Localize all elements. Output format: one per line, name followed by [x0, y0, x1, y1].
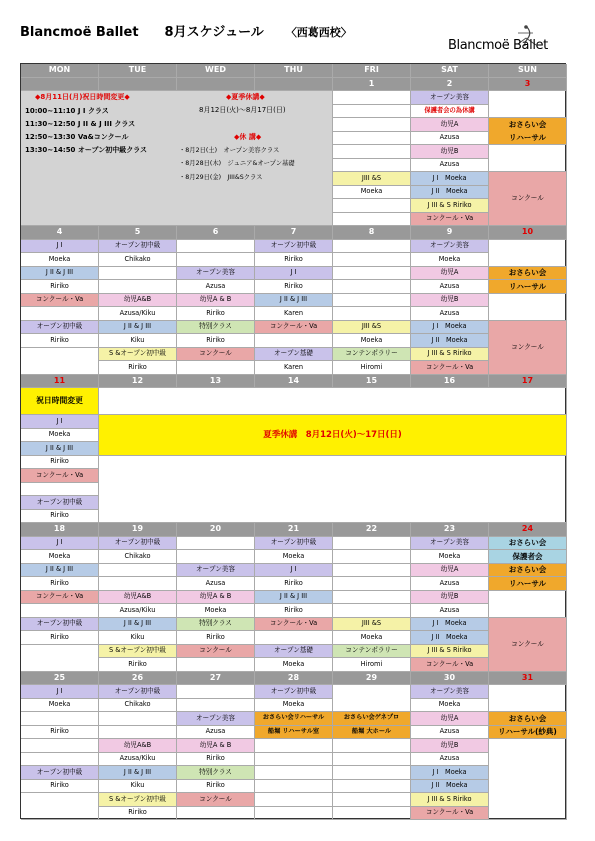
fri-slot — [333, 118, 411, 132]
fri-slot: Moeka — [333, 186, 411, 200]
day-header-1: TUE — [99, 64, 177, 78]
mon-slot: Ririko — [21, 334, 99, 348]
day-number — [21, 78, 99, 92]
holiday-note: 12:50~13:30 Va&コンクール — [25, 133, 129, 141]
fri-slot — [333, 105, 411, 119]
tue-slot: Chikako — [99, 550, 177, 564]
sat-slot: 幼児B — [411, 294, 489, 308]
wed-slot: Azusa — [177, 726, 255, 740]
day-number: 9 — [411, 226, 489, 240]
holiday-note: 10:00~11:10 J I クラス — [25, 107, 109, 115]
fri-slot: JIII &S — [333, 172, 411, 186]
thu-slot: Moeka — [255, 699, 333, 713]
sun-rehearsal-sub: リハーサル — [489, 577, 567, 591]
wed-slot — [177, 361, 255, 375]
mon-slot: Moeka — [21, 699, 99, 713]
sat-slot: Azusa — [411, 132, 489, 146]
sat-slot: 幼児A — [411, 267, 489, 281]
fri-slot: Hiromi — [333, 361, 411, 375]
tue-slot: オープン初中級 — [99, 537, 177, 551]
mon-slot: Ririko — [21, 280, 99, 294]
mon-slot: J I — [21, 240, 99, 254]
mon-slot: Moeka — [21, 550, 99, 564]
thu-slot: Karen — [255, 307, 333, 321]
sat-slot: J I Moeka — [411, 618, 489, 632]
day-number: 26 — [99, 672, 177, 686]
day-header-6: SUN — [489, 64, 567, 78]
wed-slot — [177, 699, 255, 713]
mon-slot — [21, 645, 99, 672]
thu-slot: J I — [255, 564, 333, 578]
fri-slot — [333, 145, 411, 159]
fri-slot — [333, 91, 411, 105]
day-number: 27 — [177, 672, 255, 686]
sun-meeting-sub: 保護者会 — [489, 550, 567, 564]
sat-slot: Azusa — [411, 307, 489, 321]
fri-slot — [333, 240, 411, 254]
tue-slot — [99, 577, 177, 591]
tue-slot — [99, 564, 177, 578]
day-number: 21 — [255, 523, 333, 537]
closure-note: ・8月2日(土) オープン美容クラス — [179, 147, 280, 154]
tue-slot: S &オープン初中級 — [99, 793, 177, 807]
fri-slot: コンテンポラリー — [333, 645, 411, 659]
fri-slot — [333, 159, 411, 173]
sat-slot: 幼児B — [411, 739, 489, 753]
tue-slot — [99, 712, 177, 726]
day-number: 12 — [99, 375, 177, 389]
wed-slot — [177, 658, 255, 672]
wed-slot: オープン美容 — [177, 564, 255, 578]
closure-note: ◆夏季休講◆ — [226, 93, 265, 101]
mon-slot: J I — [21, 415, 99, 429]
wed-slot: 特別クラス — [177, 321, 255, 335]
thu-slot — [255, 807, 333, 821]
tue-slot: Azusa/Kiku — [99, 753, 177, 767]
holiday-change-label: 祝日時間変更 — [21, 388, 99, 415]
thu-slot: オープン初中級 — [255, 240, 333, 254]
tue-slot: 幼児A&B — [99, 591, 177, 605]
schedule-title: 8月スケジュール — [164, 25, 264, 40]
fri-slot — [333, 294, 411, 308]
mon-slot: J II & J III — [21, 564, 99, 578]
mon-slot: Ririko — [21, 631, 99, 645]
day-number: 5 — [99, 226, 177, 240]
sat-slot: 幼児A — [411, 712, 489, 726]
tue-slot: Ririko — [99, 807, 177, 821]
tue-slot: J II & J III — [99, 618, 177, 632]
fri-slot — [333, 564, 411, 578]
mon-slot — [21, 348, 99, 375]
thu-slot: J I — [255, 267, 333, 281]
recital-rehearsal-venue: 船堀 リハーサル室 — [255, 726, 333, 740]
day-number: 3 — [489, 78, 567, 92]
mon-slot: Ririko — [21, 780, 99, 794]
mon-slot — [21, 483, 99, 497]
thu-slot: オープン初中級 — [255, 685, 333, 699]
sat-slot: 幼児B — [411, 145, 489, 159]
fri-slot: Moeka — [333, 631, 411, 645]
wed-slot: Azusa — [177, 577, 255, 591]
thu-slot — [255, 780, 333, 794]
mon-slot: Ririko — [21, 456, 99, 470]
wed-slot: Azusa — [177, 280, 255, 294]
sat-slot: J I Moeka — [411, 321, 489, 335]
fri-slot — [333, 591, 411, 605]
sat-slot: J II Moeka — [411, 780, 489, 794]
sat-slot: オープン美容 — [411, 240, 489, 254]
tue-slot — [99, 267, 177, 281]
mon-slot — [21, 753, 99, 767]
wed-slot: Moeka — [177, 604, 255, 618]
thu-slot: Ririko — [255, 577, 333, 591]
thu-slot — [255, 793, 333, 807]
wed-slot — [177, 240, 255, 254]
sun-competition: コンクール — [489, 618, 567, 672]
brand-text: Blancmoë Ballet — [20, 25, 139, 40]
thu-slot: Karen — [255, 361, 333, 375]
fri-slot — [333, 537, 411, 551]
fri-slot — [333, 793, 411, 807]
sat-slot: Azusa — [411, 753, 489, 767]
mon-slot — [21, 604, 99, 618]
fri-slot — [333, 213, 411, 227]
logo-text: Blancmoë Ballet — [448, 38, 548, 53]
day-number: 16 — [411, 375, 489, 389]
sat-slot: オープン美容 — [411, 91, 489, 105]
sat-slot: コンクール・Va — [411, 807, 489, 821]
mon-slot: コンクール・Va — [21, 591, 99, 605]
fri-slot: JIII &S — [333, 321, 411, 335]
sat-slot: 幼児A — [411, 564, 489, 578]
thu-slot — [255, 631, 333, 645]
mon-slot: Ririko — [21, 726, 99, 740]
sat-slot: Moeka — [411, 699, 489, 713]
dress-rehearsal-venue: 船堀 大ホール — [333, 726, 411, 740]
thu-slot: オープン基礎 — [255, 348, 333, 362]
tue-slot: Chikako — [99, 253, 177, 267]
sat-slot: 幼児B — [411, 591, 489, 605]
thu-slot: Moeka — [255, 550, 333, 564]
day-number: 4 — [21, 226, 99, 240]
sat-slot: Moeka — [411, 253, 489, 267]
sat-slot: J I Moeka — [411, 172, 489, 186]
sun-slot — [489, 591, 567, 618]
thu-slot: Ririko — [255, 280, 333, 294]
tue-slot — [99, 280, 177, 294]
wed-slot — [177, 537, 255, 551]
mon-slot: Ririko — [21, 577, 99, 591]
sat-slot: Moeka — [411, 550, 489, 564]
mon-slot — [21, 793, 99, 820]
day-header-3: THU — [255, 64, 333, 78]
fri-slot — [333, 280, 411, 294]
sun-slot — [489, 240, 567, 267]
sat-slot: オープン美容 — [411, 685, 489, 699]
wed-slot: コンクール — [177, 645, 255, 659]
fri-slot — [333, 807, 411, 821]
day-number: 24 — [489, 523, 567, 537]
wed-slot: Ririko — [177, 307, 255, 321]
mon-slot: J II & J III — [21, 442, 99, 456]
tue-slot — [99, 726, 177, 740]
mon-slot: J I — [21, 537, 99, 551]
sun-rehearsal-sub: リハーサル(紗典) — [489, 726, 567, 740]
tue-slot: オープン初中級 — [99, 240, 177, 254]
fri-slot — [333, 199, 411, 213]
sun-slot — [489, 685, 567, 712]
mon-slot: Moeka — [21, 253, 99, 267]
tue-slot: 幼児A&B — [99, 294, 177, 308]
day-header-5: SAT — [411, 64, 489, 78]
wed-slot: 特別クラス — [177, 618, 255, 632]
fri-slot: JIII &S — [333, 618, 411, 632]
day-number: 19 — [99, 523, 177, 537]
mon-slot — [21, 739, 99, 753]
mon-slot: Ririko — [21, 510, 99, 524]
mon-slot: コンクール・Va — [21, 469, 99, 483]
sat-slot: J II Moeka — [411, 186, 489, 200]
recital-rehearsal: おさらい会リハーサル — [255, 712, 333, 726]
sun-competition: コンクール — [489, 321, 567, 375]
tue-slot: Azusa/Kiku — [99, 307, 177, 321]
closure-note: 8月12日(火)～8月17日(日) — [199, 106, 286, 114]
thu-slot — [255, 753, 333, 767]
brand-logo — [438, 24, 560, 62]
tue-slot: J II & J III — [99, 321, 177, 335]
page-title — [20, 21, 352, 40]
wed-slot: オープン美容 — [177, 712, 255, 726]
day-number: 11 — [21, 375, 99, 389]
wed-slot — [177, 253, 255, 267]
tue-slot: Ririko — [99, 361, 177, 375]
sun-slot — [489, 294, 567, 321]
wed-slot: Ririko — [177, 780, 255, 794]
schedule-grid — [20, 63, 566, 819]
thu-slot: Moeka — [255, 658, 333, 672]
fri-slot — [333, 253, 411, 267]
mon-slot: J II & J III — [21, 267, 99, 281]
wed-slot: オープン美容 — [177, 267, 255, 281]
sun-rehearsal-sub: リハーサル — [489, 132, 567, 146]
holiday-note: 11:30~12:50 J II & J III クラス — [25, 120, 136, 128]
holiday-note: 13:30~14:50 オープン初中級クラス — [25, 146, 148, 154]
sat-slot: Azusa — [411, 280, 489, 294]
sun-rehearsal-sub: リハーサル — [489, 280, 567, 294]
sat-slot: J II Moeka — [411, 334, 489, 348]
day-header-0: MON — [21, 64, 99, 78]
tue-slot: Chikako — [99, 699, 177, 713]
fri-slot — [333, 577, 411, 591]
sat-slot: J I Moeka — [411, 766, 489, 780]
sat-slot: J III & S Ririko — [411, 199, 489, 213]
sun-slot — [489, 145, 567, 172]
day-number: 30 — [411, 672, 489, 686]
mon-slot: オープン初中級 — [21, 496, 99, 510]
day-number: 20 — [177, 523, 255, 537]
day-header-2: WED — [177, 64, 255, 78]
fri-slot: コンテンポラリー — [333, 348, 411, 362]
sat-slot: Azusa — [411, 159, 489, 173]
wed-slot: 幼児A & B — [177, 591, 255, 605]
fri-slot — [333, 766, 411, 780]
mon-slot: J I — [21, 685, 99, 699]
mon-slot: オープン初中級 — [21, 618, 99, 632]
mon-slot: コンクール・Va — [21, 294, 99, 308]
closure-note: ・8月28日(木) ジュニア&オープン基礎 — [179, 160, 295, 167]
day-number: 23 — [411, 523, 489, 537]
mon-slot: Moeka — [21, 429, 99, 443]
tue-slot: オープン初中級 — [99, 685, 177, 699]
sat-slot: 保護者会の為休講 — [411, 105, 489, 119]
sat-slot: J III & S Ririko — [411, 645, 489, 659]
day-number: 22 — [333, 523, 411, 537]
fri-slot — [333, 132, 411, 146]
tue-slot: Kiku — [99, 334, 177, 348]
holiday-note: ◆8月11日(月)祝日時間変更◆ — [35, 93, 130, 101]
day-number: 25 — [21, 672, 99, 686]
wed-slot — [177, 807, 255, 821]
sat-slot: 幼児A — [411, 118, 489, 132]
fri-slot: Hiromi — [333, 658, 411, 672]
sat-slot: オープン美容 — [411, 537, 489, 551]
day-number: 15 — [333, 375, 411, 389]
mon-slot: オープン初中級 — [21, 321, 99, 335]
sun-rehearsal-title: おさらい会 — [489, 712, 567, 726]
wed-slot: Ririko — [177, 334, 255, 348]
closure-note: ◆休 講◆ — [234, 133, 262, 141]
wed-slot: 特別クラス — [177, 766, 255, 780]
day-number: 8 — [333, 226, 411, 240]
wed-slot — [177, 550, 255, 564]
sun-rehearsal-title: おさらい会 — [489, 118, 567, 132]
day-number — [177, 78, 255, 92]
mon-slot — [21, 307, 99, 321]
sat-slot: コンクール・Va — [411, 658, 489, 672]
sat-slot: コンクール・Va — [411, 213, 489, 227]
sun-slot — [489, 91, 567, 118]
day-number: 13 — [177, 375, 255, 389]
summer-break-banner: 夏季休講 8月12日(火)～17日(日) — [99, 415, 567, 456]
tue-slot: S &オープン初中級 — [99, 348, 177, 362]
sat-slot: J III & S Ririko — [411, 793, 489, 807]
sat-slot: Azusa — [411, 726, 489, 740]
tue-slot: S &オープン初中級 — [99, 645, 177, 659]
sun-slot — [489, 739, 567, 820]
sun-meeting-title: おさらい会 — [489, 537, 567, 551]
sat-slot: コンクール・Va — [411, 361, 489, 375]
day-header-4: FRI — [333, 64, 411, 78]
fri-slot — [333, 307, 411, 321]
mon-slot — [21, 712, 99, 726]
sat-slot: Azusa — [411, 577, 489, 591]
sun-rehearsal-title: おさらい会 — [489, 267, 567, 281]
mon-slot: オープン初中級 — [21, 766, 99, 780]
week3-empty — [99, 388, 567, 415]
thu-slot: J II & J III — [255, 591, 333, 605]
fri-slot — [333, 685, 411, 712]
wed-slot: Ririko — [177, 631, 255, 645]
sun-competition: コンクール — [489, 172, 567, 226]
wed-slot: コンクール — [177, 348, 255, 362]
tue-slot: J II & J III — [99, 766, 177, 780]
day-number: 29 — [333, 672, 411, 686]
wed-slot — [177, 685, 255, 699]
thu-slot — [255, 334, 333, 348]
wed-slot: 幼児A & B — [177, 294, 255, 308]
fri-slot — [333, 550, 411, 564]
fri-slot — [333, 267, 411, 281]
fri-slot — [333, 753, 411, 767]
day-number: 14 — [255, 375, 333, 389]
fri-slot — [333, 780, 411, 794]
day-number: 17 — [489, 375, 567, 389]
tue-slot: 幼児A&B — [99, 739, 177, 753]
day-number: 6 — [177, 226, 255, 240]
thu-slot — [255, 739, 333, 753]
sat-slot: J III & S Ririko — [411, 348, 489, 362]
thu-slot: オープン初中級 — [255, 537, 333, 551]
week3-empty — [99, 456, 567, 524]
day-number: 7 — [255, 226, 333, 240]
thu-slot: オープン基礎 — [255, 645, 333, 659]
sat-slot: J II Moeka — [411, 631, 489, 645]
campus-label: 〈西葛西校〉 — [285, 26, 352, 39]
day-number — [255, 78, 333, 92]
tue-slot: Azusa/Kiku — [99, 604, 177, 618]
day-number: 2 — [411, 78, 489, 92]
tue-slot: Kiku — [99, 780, 177, 794]
sun-rehearsal-title: おさらい会 — [489, 564, 567, 578]
thu-slot — [255, 766, 333, 780]
tue-slot: Ririko — [99, 658, 177, 672]
day-number: 1 — [333, 78, 411, 92]
day-number: 18 — [21, 523, 99, 537]
wed-slot: 幼児A & B — [177, 739, 255, 753]
day-number: 10 — [489, 226, 567, 240]
thu-slot: コンクール・Va — [255, 618, 333, 632]
thu-slot: Ririko — [255, 253, 333, 267]
day-number: 28 — [255, 672, 333, 686]
sat-slot: Azusa — [411, 604, 489, 618]
fri-slot — [333, 739, 411, 753]
dress-rehearsal: おさらい会ゲネプロ — [333, 712, 411, 726]
closure-note: ・8月29日(金) JIII&Sクラス — [179, 174, 263, 181]
fri-slot: Moeka — [333, 334, 411, 348]
tue-slot: Kiku — [99, 631, 177, 645]
wed-slot: コンクール — [177, 793, 255, 807]
day-number — [99, 78, 177, 92]
wed-slot: Ririko — [177, 753, 255, 767]
thu-slot: J II & J III — [255, 294, 333, 308]
thu-slot: Ririko — [255, 604, 333, 618]
day-number: 31 — [489, 672, 567, 686]
fri-slot — [333, 604, 411, 618]
thu-slot: コンクール・Va — [255, 321, 333, 335]
